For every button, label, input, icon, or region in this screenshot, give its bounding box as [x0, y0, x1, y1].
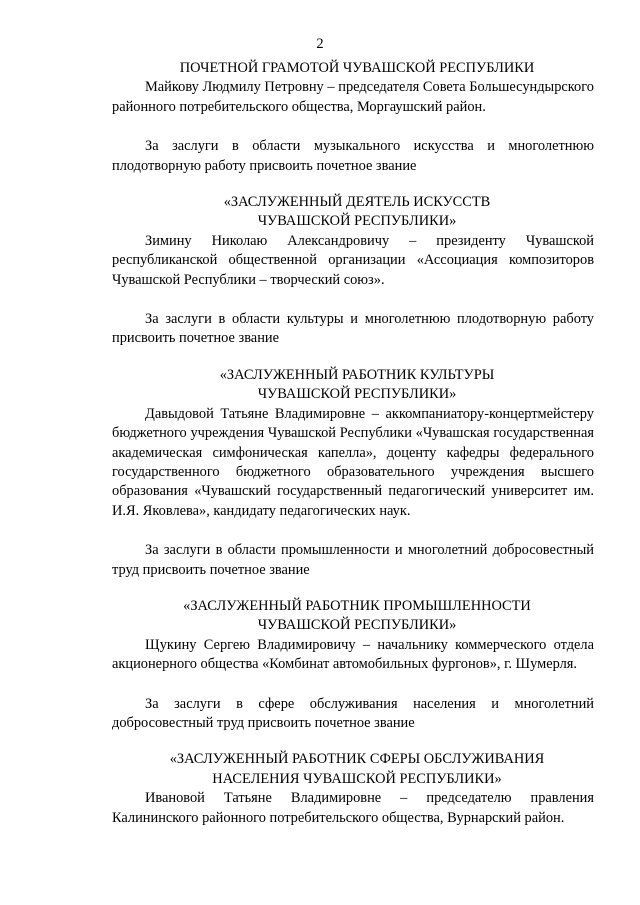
award-heading: ПОЧЕТНОЙ ГРАМОТОЙ ЧУВАШСКОЙ РЕСПУБЛИКИ: [179, 60, 535, 76]
recipient-paragraph: Майкову Людмилу Петровну – председателя Совета Большесундырского районного потребительского общества, Моргаушский район.: [112, 79, 594, 115]
title-heading-line: «ЗАСЛУЖЕННЫЙ ДЕЯТЕЛЬ ИСКУССТВ: [223, 194, 491, 211]
recipient-paragraph: Ивановой Татьяне Владимировне – председателю правления Калининского районного потребительского общества, Вурнарский район.: [112, 790, 594, 826]
award-section: [112, 695, 594, 828]
reason-paragraph: За заслуги в области музыкального искусства и многолетнюю плодотворную работу присвоить почетное звание: [112, 138, 594, 174]
title-heading-line: «ЗАСЛУЖЕННЫЙ РАБОТНИК КУЛЬТУРЫ: [219, 366, 495, 383]
title-heading-line: «ЗАСЛУЖЕННЫЙ РАБОТНИК СФЕРЫ ОБСЛУЖИВАНИЯ: [169, 751, 545, 768]
award-section: [112, 137, 594, 290]
title-heading-line: ЧУВАШСКОЙ РЕСПУБЛИКИ»: [257, 386, 457, 403]
title-heading-line: НАСЕЛЕНИЯ ЧУВАШСКОЙ РЕСПУБЛИКИ»: [212, 770, 502, 787]
award-section: [112, 541, 594, 674]
document-body: [112, 59, 594, 828]
title-heading-line: ЧУВАШСКОЙ РЕСПУБЛИКИ»: [257, 617, 457, 634]
reason-paragraph: За заслуги в области промышленности и многолетний добросовестный труд присвоить почетное звание: [112, 542, 594, 578]
recipient-paragraph: Щукину Сергею Владимировичу – начальнику коммерческого отдела акционерного общества «Комбинат автомобильных фургонов», г. Шумерля.: [112, 636, 594, 673]
award-section: [112, 310, 594, 521]
title-heading-line: ЧУВАШСКОЙ РЕСПУБЛИКИ»: [257, 213, 457, 230]
reason-paragraph: За заслуги в области культуры и многолетнюю плодотворную работу присвоить почетное звание: [112, 311, 594, 347]
reason-paragraph: За заслуги в сфере обслуживания населения и многолетний добросовестный труд присвоить почетное звание: [112, 695, 594, 731]
page-number: 2: [316, 36, 324, 52]
recipient-paragraph: Давыдовой Татьяне Владимировне – аккомпаниатору-концертмейстеру бюджетного учреждения Чувашской Республики «Чувашская государственная академическая симфоническая капелла», доценту кафедры федерального государственного бюджетного образовательного учреждения высшего образования «Чувашский государственный педагогический университет им. И.Я. Яковлева», кандидату педагогических наук.: [112, 405, 594, 519]
recipient-paragraph: Зимину Николаю Александровичу – президенту Чувашской республиканской общественной организации «Ассоциация композиторов Чувашской Республики – творческий союз».: [112, 232, 594, 288]
award-section: [112, 59, 594, 117]
title-heading-line: «ЗАСЛУЖЕННЫЙ РАБОТНИК ПРОМЫШЛЕННОСТИ: [183, 597, 531, 614]
